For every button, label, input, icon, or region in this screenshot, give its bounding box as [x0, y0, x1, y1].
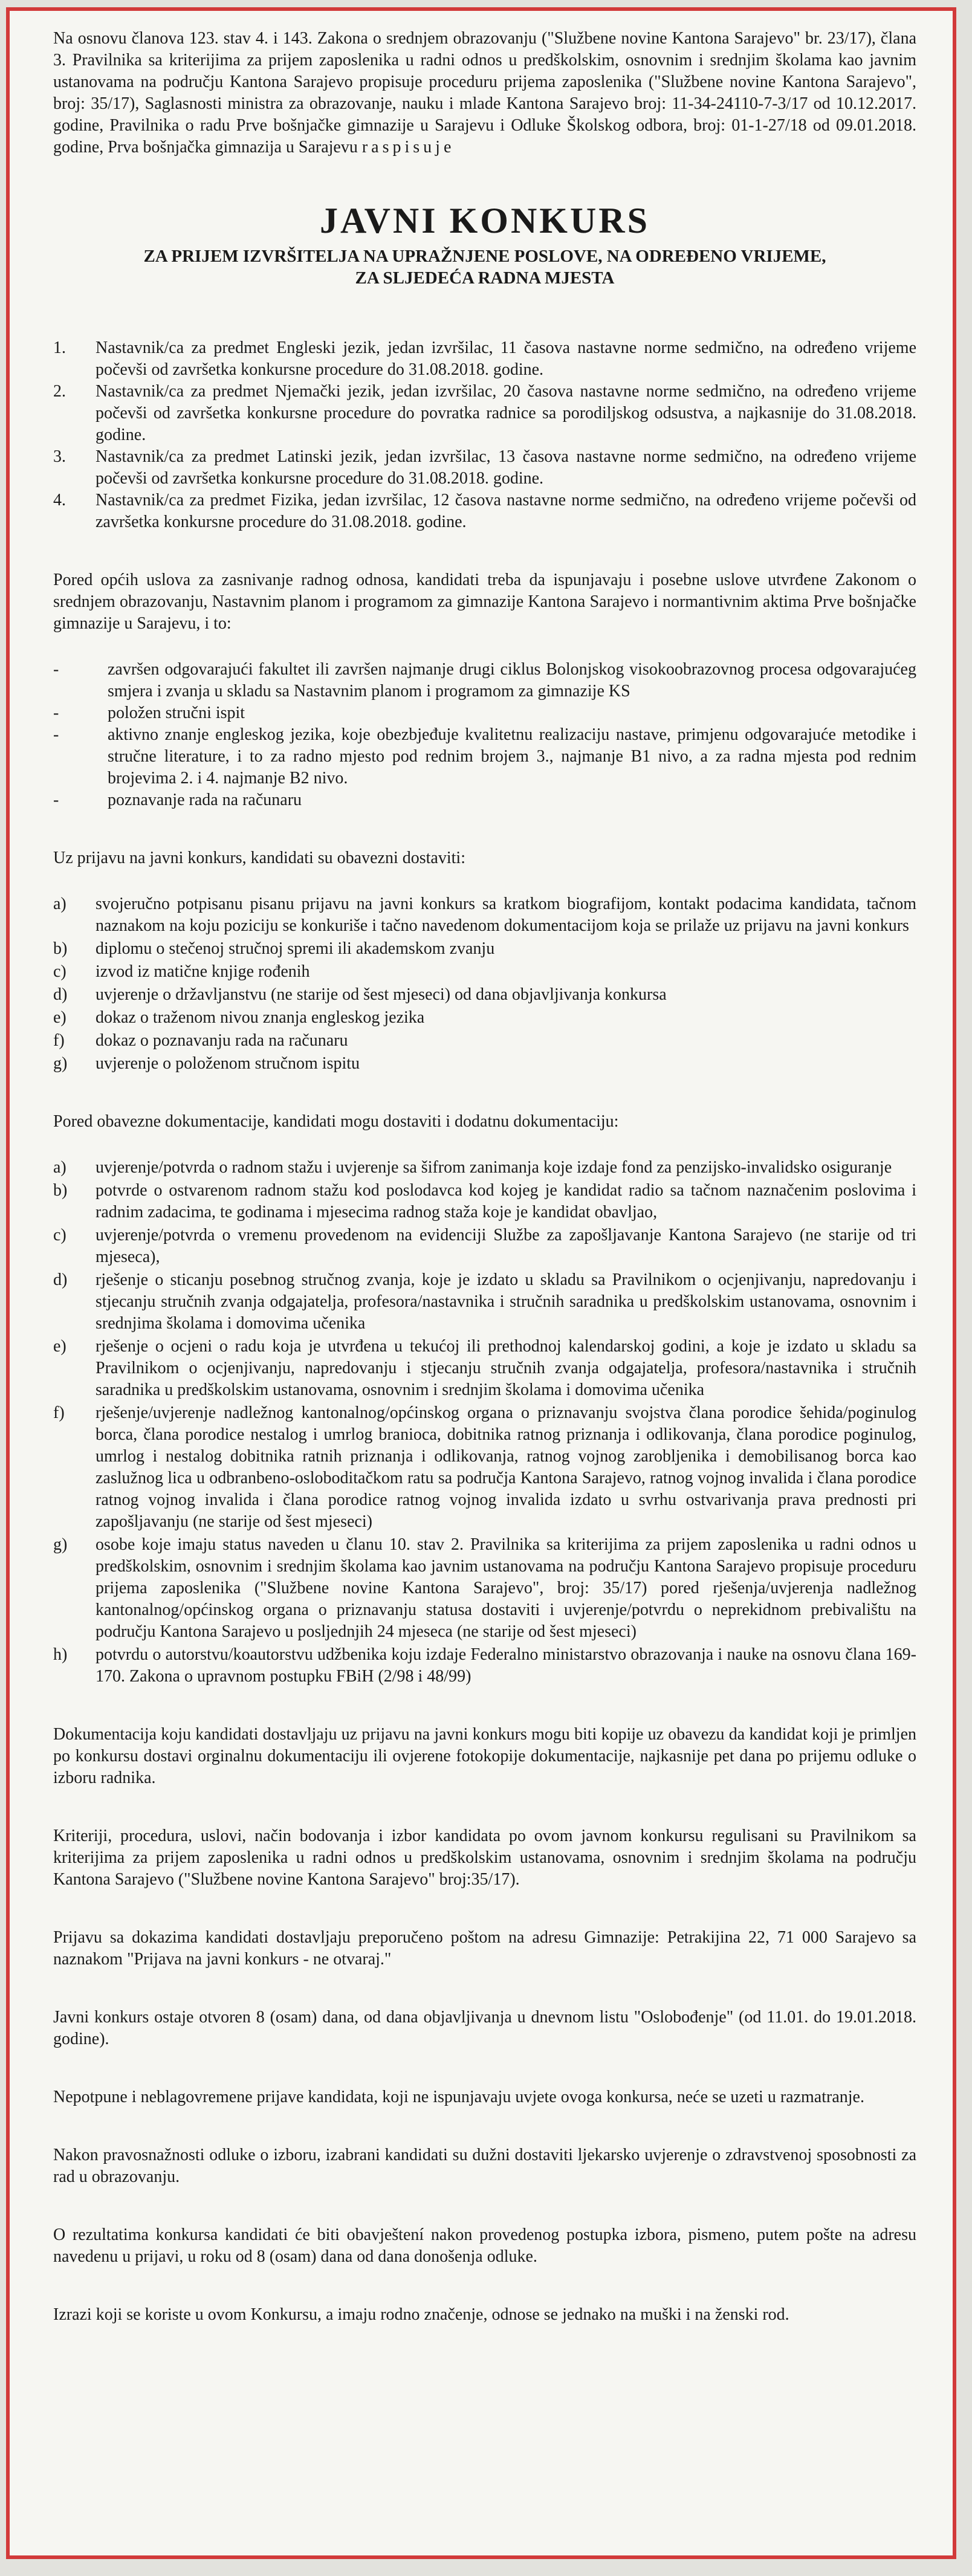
announcement-page [6, 7, 956, 2559]
list-item [53, 893, 916, 937]
list-item [53, 961, 916, 983]
item-text: Nastavnik/ca za predmet Engleski jezik, jedan izvršilac, 11 časova nastavne norme sedmično, na određeno vrijeme počevši od završetka konkursne procedure do 31.08.2018. godine. [96, 338, 916, 379]
letter-marker: e) [53, 1008, 66, 1027]
item-text: svojeručno potpisanu pisanu prijavu na javni konkurs sa kratkom biografijom, kontakt podacima kandidata, tačnom naznakom na koju poziciju se konkuriše i tačno navedenom dokumentacijom koja se prilaže uz prijavu na javni konkurs [96, 895, 916, 935]
item-text: završen odgovarajući fakultet ili završen najmanje drugi ciklus Bolonjskog visokoobrazovnog procesa odgovarajućeg smjera i zvanja u skladu sa Nastavnim planom i programom za gimnazije KS [108, 660, 916, 701]
criteria-paragraph: Kriteriji, procedura, uslovi, način bodovanja i izbor kandidata po ovom javnom konkursu regulisani su Pravilnikom sa kriterijima za prijem zaposlenika u radni odnos u predškolskim ustanovama, osnovnim i srednjim školama na području Kantona Sarajevo ("Službene novine Kantona Sarajevo" broj:35/17). [53, 1827, 916, 1889]
title-subtitle-1: ZA PRIJEM IZVRŠITELJA NA UPRAŽNJENE POSLOVE, NA ODREĐENO VRIJEME, [143, 247, 826, 266]
list-item [53, 984, 916, 1006]
item-number: 1. [53, 338, 66, 357]
item-text: uvjerenje o državljanstvu (ne starije od šest mjeseci) od dana objavljivanja konkursa [96, 985, 667, 1004]
letter-marker: f) [53, 1031, 65, 1050]
list-item [53, 1180, 916, 1223]
item-text: diplomu o stečenoj stručnoj spremi ili akademskom zvanju [96, 939, 495, 958]
list-item [53, 1053, 916, 1075]
announcement-title [53, 201, 916, 289]
list-item [53, 789, 916, 811]
list-item [53, 337, 916, 381]
conditions-intro: Pored općih uslova za zasnivanje radnog odnosa, kandidati treba da ispunjavaju i posebne uslove utvrđene Zakonom o srednjem obrazovanju, Nastavnim planom i programom za gimnazije Kantona Sarajevo i normantivnim aktima Prve bošnjačke gimnazije u Sarajevu, i to: [53, 571, 916, 633]
address-paragraph: Prijavu sa dokazima kandidati dostavljaju preporučeno poštom na adresu Gimnazije: Petrakijina 22, 71 000 Sarajevo sa naznakom "Prijava na javni konkurs - ne otvaraj." [53, 1928, 916, 1969]
item-text: potvrdu o autorstvu/koautorstvu udžbenika koju izdaje Federalno ministarstvo obrazovanja i nauke na osnovu člana 169-170. Zakona o upravnom postupku FBiH (2/98 i 48/99) [96, 1645, 916, 1686]
conditions-list [53, 659, 916, 811]
list-item [53, 938, 916, 960]
list-item [53, 446, 916, 490]
required-docs-intro: Uz prijavu na javni konkurs, kandidati su obavezni dostaviti: [53, 849, 465, 867]
item-text: uvjerenje/potvrda o radnom stažu i uvjerenje sa šifrom zanimanja koje izdaje fond za penzijsko-invalidsko osiguranje [96, 1158, 892, 1177]
item-number: 3. [53, 447, 66, 466]
item-text: dokaz o traženom nivou znanja engleskog jezika [96, 1008, 425, 1027]
list-item [53, 1157, 916, 1179]
item-text: položen stručni ispit [108, 704, 245, 722]
gender-paragraph: Izrazi koji se koriste u ovom Konkursu, a imaju rodno značenje, odnose se jednako na muški i na ženski rod. [53, 2305, 789, 2324]
intro-paragraph [53, 28, 916, 158]
item-text: Nastavnik/ca za predmet Njemački jezik, jedan izvršilac, 20 časova nastavne norme sedmično, na određeno vrijeme počevši od završetka konkursne procedure do povratka radnice sa porodiljskog odsustva, a najkasnije do 31.08.2018. godine. [96, 382, 916, 444]
list-item [53, 702, 916, 724]
deadline-paragraph: Javni konkurs ostaje otvoren 8 (osam) dana, od dana objavljivanja u dnevnom listu "Oslobođenje" (od 11.01. do 19.01.2018. godine). [53, 2008, 916, 2048]
medical-paragraph: Nakon pravosnažnosti odluke o izboru, izabrani kandidati su dužni dostaviti ljekarsko uvjerenje o zdravstvenoj sposobnosti za rad u obrazovanju. [53, 2146, 916, 2186]
item-number: 2. [53, 382, 66, 401]
dash-marker: - [53, 791, 59, 809]
incomplete-paragraph: Nepotpune i neblagovremene prijave kandidata, koji ne ispunjavaju uvjete ovoga konkursa, neće se uzeti u razmatranje. [53, 2088, 864, 2106]
list-item [53, 724, 916, 789]
letter-marker: b) [53, 1181, 68, 1200]
intro-verb: raspisuje [361, 138, 455, 157]
item-text: rješenje o sticanju posebnog stručnog zvanja, koje je izdato u skladu sa Pravilnikom o ocjenjivanju, napredovanju i stjecanju stručnih zvanja odgajatelja, profesora/nastavnika i stručnih saradnika u predškolskim ustanovama, osnovnim i srednjima školama i domovima učenika [96, 1270, 916, 1333]
letter-marker: a) [53, 1158, 66, 1177]
list-item [53, 1402, 916, 1533]
copies-paragraph: Dokumentacija koju kandidati dostavljaju uz prijavu na javni konkurs mogu biti kopije uz obavezu da kandidat koji je primljen po konkursu dostavi orginalnu dokumentaciju ili ovjerene fotokopije dokumentacije, najkasnije pet dana po prijemu odluke o izboru radnika. [53, 1725, 916, 1787]
required-docs-list [53, 893, 916, 1075]
letter-marker: b) [53, 939, 68, 958]
list-item [53, 1007, 916, 1029]
dash-marker: - [53, 725, 59, 744]
list-item [53, 490, 916, 533]
list-item [53, 1644, 916, 1688]
item-number: 4. [53, 491, 66, 510]
item-text: rješenje/uvjerenje nadležnog kantonalnog/općinskog organa o priznavanju svojstva člana porodice šehida/poginulog borca, člana porodice nestalog i umrlog branioca, dobitnika ratnog priznanja i odlikovanja, člana porodice poginulog, umrlog i nestalog dobitnika ratnih priznanja i odlikovanja, ratnog vojnog zarobljenika i demobilisanog borca kao zaslužnog lica u odbranbeno-osloboditačkom ratu sa područja Kantona Sarajevo, ratnog vojnog invalida i člana porodice ratnog vojnog invalida i člana porodice ratnog vojnog invalida izdato u svrhu ostvarivanja prava prednosti pri zapošljavanju (ne starije od šest mjeseci) [96, 1403, 916, 1531]
positions-list [53, 337, 916, 533]
item-text: izvod iz matične knjige rođenih [96, 962, 310, 981]
letter-marker: a) [53, 895, 66, 913]
dash-marker: - [53, 704, 59, 722]
letter-marker: e) [53, 1337, 66, 1356]
letter-marker: d) [53, 1270, 68, 1289]
item-text: Nastavnik/ca za predmet Latinski jezik, jedan izvršilac, 13 časova nastavne norme sedmično, na određeno vrijeme počevši od završetka konkursne procedure do 31.08.2018. godine. [96, 447, 916, 488]
letter-marker: g) [53, 1054, 68, 1073]
list-item [53, 1269, 916, 1335]
item-text: uvjerenje/potvrda o vremenu provedenom na evidenciji Službe za zapošljavanje Kantona Sarajevo (ne starije od tri mjeseca), [96, 1226, 916, 1266]
item-text: dokaz o poznavanju rada na računaru [96, 1031, 348, 1050]
list-item [53, 1030, 916, 1052]
letter-marker: h) [53, 1645, 68, 1664]
letter-marker: d) [53, 985, 68, 1004]
item-text: potvrde o ostvarenom radnom stažu kod poslodavca kod kojeg je kandidat radio sa tačnom naznačenim poslovima i radnim zadacima, te godinama i mjesecima radnog staža koje je kandidat obavljao, [96, 1181, 916, 1222]
list-item [53, 659, 916, 702]
item-text: poznavanje rada na računaru [108, 791, 302, 809]
results-paragraph: O rezultatima konkursa kandidati će biti obavještení nakon provedenog postupka izbora, pismeno, putem pošte na adresu navedenu u prijavi, u roku od 8 (osam) dana od dana donošenja odluke. [53, 2225, 916, 2266]
title-main: JAVNI KONKURS [320, 201, 650, 241]
item-text: aktivno znanje engleskog jezika, koje obezbjeđuje kvalitetnu realizaciju nastave, primjenu odgovarajuće metodike i stručne literature, i to za radno mjesto pod rednim brojem 3., najmanje B1 nivo, a za radna mjesta pod rednim brojevima 2. i 4. najmanje B2 nivo. [108, 725, 916, 788]
item-text: osobe koje imaju status naveden u članu 10. stav 2. Pravilnika sa kriterijima za prijem zaposlenika u radni odnos u predškolskim, osnovnim i srednjim školama kao javnim ustanovama na području Kantona Sarajevo propisuje proceduru prijema zaposlenika ("Službene novine Kantona Sarajevo", broj: 35/17) pored rješenja/uvjerenja nadležnog kantonalnog/općinskog organa o priznavanju statusa dostaviti i uvjerenje/potvrdu o neprekidnom prebivalištu na području Kantona Sarajevo u posljednjih 24 mjeseca (ne starije od šest mjeseci) [96, 1535, 916, 1641]
title-subtitle-2: ZA SLJEDEĆA RADNA MJESTA [355, 268, 615, 288]
item-text: Nastavnik/ca za predmet Fizika, jedan izvršilac, 12 časova nastavne norme sedmično, na određeno vrijeme počevši od završetka konkursne procedure do 31.08.2018. godine. [96, 491, 916, 531]
additional-docs-list [53, 1157, 916, 1688]
letter-marker: c) [53, 1226, 66, 1244]
list-item [53, 381, 916, 446]
item-text: rješenje o ocjeni o radu koja je utvrđena u tekućoj ili prethodnoj kalendarskoj godini, a koje je izdato u skladu sa Pravilnikom o ocjenjivanju, napredovanju i stjecanju stručnih zvanja odgajatelja, profesora/nastavnika i stručnih saradnika u predškolskim ustanovama, osnovnim i srednjim školama i domovima učenika [96, 1337, 916, 1399]
letter-marker: f) [53, 1403, 65, 1422]
dash-marker: - [53, 660, 59, 679]
additional-docs-intro: Pored obavezne dokumentacije, kandidati mogu dostaviti i dodatnu dokumentaciju: [53, 1112, 619, 1131]
list-item [53, 1336, 916, 1401]
intro-text: Na osnovu članova 123. stav 4. i 143. Zakona o srednjem obrazovanju ("Službene novine Kantona Sarajevo" br. 23/17), člana 3. Pravilnika sa kriterijima za prijem zaposlenika u radni odnos u predškolskim, osnovnim i srednjim školama kao javnim ustanovama na području Kantona Sarajevo propisuje proceduru prijema zaposlenika ("Službene novine Kantona Sarajevo", broj: 35/17), Saglasnosti ministra za obrazovanje, nauku i mlade Kantona Sarajevo broj: 11-34-24110-7-3/17 od 10.12.2017. godine, Pravilnika o radu Prve bošnjačke gimnazije u Sarajevu i Odluke Školskog odbora, broj: 01-1-27/18 od 09.01.2018. godine, Prva bošnjačka gimnazija u Sarajevu [53, 29, 916, 157]
letter-marker: g) [53, 1535, 68, 1554]
letter-marker: c) [53, 962, 66, 981]
item-text: uvjerenje o položenom stručnom ispitu [96, 1054, 360, 1073]
list-item [53, 1534, 916, 1643]
list-item [53, 1225, 916, 1268]
